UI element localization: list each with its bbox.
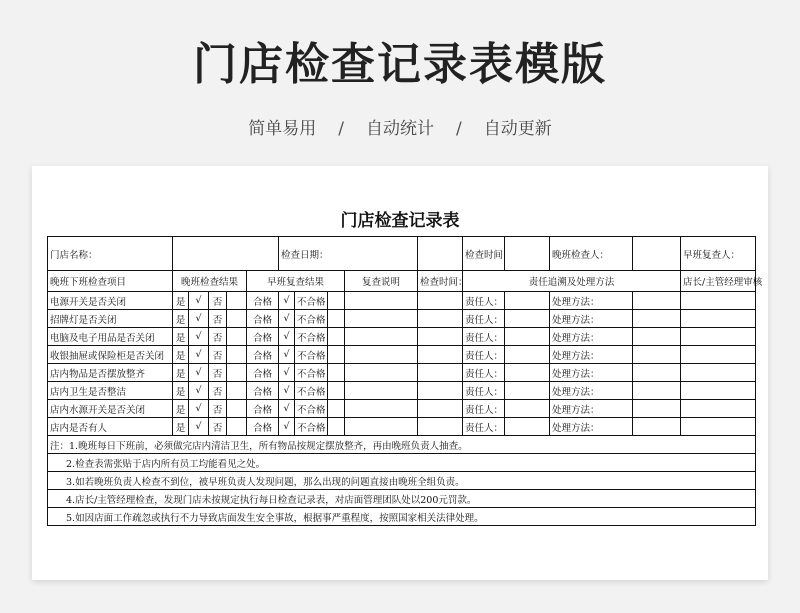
header-morning-result: 早班复查结果	[247, 271, 345, 292]
row-responsible-field[interactable]	[505, 346, 550, 364]
row-review-note[interactable]	[345, 292, 418, 310]
row-review-note[interactable]	[345, 310, 418, 328]
check-time-field[interactable]	[505, 237, 550, 271]
row-manager[interactable]	[681, 292, 756, 310]
row-check-night[interactable]: √	[189, 346, 209, 364]
row-blank-morning[interactable]	[328, 364, 345, 382]
row-item: 电脑及电子用品是否关闭	[48, 328, 173, 346]
row-review-note[interactable]	[345, 400, 418, 418]
row-check-time[interactable]	[418, 418, 463, 436]
row-check-time[interactable]	[418, 328, 463, 346]
row-blank-night[interactable]	[227, 328, 247, 346]
row-item: 店内卫生是否整洁	[48, 382, 173, 400]
note-text: 4.店长/主管经理检查，发现门店未按规定执行每日检查记录表，对店面管理团队处以200元罚款。	[48, 490, 756, 508]
row-yes: 是	[173, 328, 189, 346]
row-method-field[interactable]	[633, 310, 681, 328]
page-title: 门店检查记录表模版	[193, 39, 607, 90]
row-responsible-field[interactable]	[505, 382, 550, 400]
row-check-morning[interactable]: √	[279, 418, 295, 436]
row-check-time[interactable]	[418, 310, 463, 328]
row-responsible-field[interactable]	[505, 400, 550, 418]
row-method: 处理方法：	[550, 382, 633, 400]
note-text: 注：1.晚班每日下班前，必须做完店内清洁卫生，所有物品按规定摆放整齐，再由晚班负责人抽查。	[48, 436, 756, 454]
table-row	[48, 418, 756, 436]
row-check-night[interactable]: √	[189, 328, 209, 346]
row-responsible: 责任人：	[463, 364, 505, 382]
row-method-field[interactable]	[633, 328, 681, 346]
row-yes: 是	[173, 346, 189, 364]
table-row	[48, 400, 756, 418]
row-manager[interactable]	[681, 382, 756, 400]
row-blank-night[interactable]	[227, 292, 247, 310]
feature-tagline	[0, 114, 800, 139]
row-check-night[interactable]: √	[189, 382, 209, 400]
row-item: 收银抽屉或保险柜是否关闭	[48, 346, 173, 364]
row-check-morning[interactable]: √	[279, 400, 295, 418]
row-check-time[interactable]	[418, 364, 463, 382]
row-check-night[interactable]: √	[189, 400, 209, 418]
header-manager: 店长/主管经理审核	[681, 271, 756, 292]
row-blank-night[interactable]	[227, 310, 247, 328]
note-row	[48, 454, 756, 472]
row-review-note[interactable]	[345, 418, 418, 436]
row-check-time[interactable]	[418, 346, 463, 364]
row-fail: 不合格	[295, 382, 328, 400]
row-item: 店内物品是否摆放整齐	[48, 364, 173, 382]
note-row	[48, 508, 756, 526]
row-item: 店内水源开关是否关闭	[48, 400, 173, 418]
row-yes: 是	[173, 364, 189, 382]
row-responsible-field[interactable]	[505, 364, 550, 382]
separator: /	[338, 119, 344, 139]
feature-auto-stat: 自动统计	[366, 119, 434, 139]
header-row	[48, 271, 756, 292]
row-check-night[interactable]: √	[189, 418, 209, 436]
document-preview	[32, 166, 768, 580]
row-responsible-field[interactable]	[505, 310, 550, 328]
row-check-morning[interactable]: √	[279, 292, 295, 310]
row-method-field[interactable]	[633, 346, 681, 364]
row-method: 处理方法：	[550, 400, 633, 418]
row-fail: 不合格	[295, 292, 328, 310]
row-responsible-field[interactable]	[505, 328, 550, 346]
store-name-label: 门店名称：	[48, 237, 173, 271]
row-method: 处理方法：	[550, 310, 633, 328]
row-no: 否	[209, 328, 227, 346]
note-row	[48, 436, 756, 454]
row-responsible-field[interactable]	[505, 418, 550, 436]
row-blank-morning[interactable]	[328, 418, 345, 436]
document-title: 门店检查记录表	[340, 211, 460, 231]
row-pass: 合格	[247, 292, 279, 310]
row-check-time[interactable]	[418, 382, 463, 400]
row-yes: 是	[173, 400, 189, 418]
row-manager[interactable]	[681, 400, 756, 418]
row-manager[interactable]	[681, 328, 756, 346]
check-date-label: 检查日期：	[279, 237, 418, 271]
separator: /	[456, 119, 462, 139]
row-blank-morning[interactable]	[328, 400, 345, 418]
row-pass: 合格	[247, 346, 279, 364]
row-fail: 不合格	[295, 418, 328, 436]
row-item: 招牌灯是否关闭	[48, 310, 173, 328]
row-blank-morning[interactable]	[328, 382, 345, 400]
night-inspector-label: 晚班检查人：	[550, 237, 633, 271]
row-no: 否	[209, 310, 227, 328]
row-review-note[interactable]	[345, 346, 418, 364]
header-night-result: 晚班检查结果	[173, 271, 247, 292]
row-method: 处理方法：	[550, 292, 633, 310]
row-check-time[interactable]	[418, 400, 463, 418]
row-fail: 不合格	[295, 346, 328, 364]
row-check-morning[interactable]: √	[279, 310, 295, 328]
row-item: 电源开关是否关闭	[48, 292, 173, 310]
row-no: 否	[209, 292, 227, 310]
store-name-field[interactable]	[173, 237, 279, 271]
row-method-field[interactable]	[633, 382, 681, 400]
feature-easy: 简单易用	[248, 119, 317, 139]
row-yes: 是	[173, 292, 189, 310]
row-blank-morning[interactable]	[328, 310, 345, 328]
row-blank-morning[interactable]	[328, 346, 345, 364]
row-responsible-field[interactable]	[505, 292, 550, 310]
check-date-field[interactable]	[418, 237, 463, 271]
row-manager[interactable]	[681, 364, 756, 382]
row-fail: 不合格	[295, 400, 328, 418]
table-row	[48, 310, 756, 328]
row-yes: 是	[173, 310, 189, 328]
row-check-morning[interactable]: √	[279, 328, 295, 346]
row-pass: 合格	[247, 310, 279, 328]
table-row	[48, 382, 756, 400]
row-blank-night[interactable]	[227, 400, 247, 418]
row-no: 否	[209, 364, 227, 382]
note-row	[48, 472, 756, 490]
row-method: 处理方法：	[550, 346, 633, 364]
row-review-note[interactable]	[345, 328, 418, 346]
check-time-label: 检查时间	[463, 237, 505, 271]
row-method-field[interactable]	[633, 292, 681, 310]
row-item: 店内是否有人	[48, 418, 173, 436]
table-row	[48, 346, 756, 364]
row-blank-morning[interactable]	[328, 328, 345, 346]
row-responsible: 责任人：	[463, 400, 505, 418]
row-blank-night[interactable]	[227, 418, 247, 436]
note-text: 5.如因店面工作疏忽或执行不力导致店面发生安全事故，根据事严重程度，按照国家相关法律处理。	[48, 508, 756, 526]
row-responsible: 责任人：	[463, 292, 505, 310]
header-check-time: 检查时间：	[418, 271, 463, 292]
row-review-note[interactable]	[345, 364, 418, 382]
row-method-field[interactable]	[633, 364, 681, 382]
note-row	[48, 490, 756, 508]
header-review-note: 复查说明	[345, 271, 418, 292]
note-text: 3.如若晚班负责人检查不到位，被早班负责人发现问题，那么出现的问题直接由晚班全组负责。	[48, 472, 756, 490]
row-pass: 合格	[247, 364, 279, 382]
row-blank-morning[interactable]	[328, 292, 345, 310]
row-method-field[interactable]	[633, 400, 681, 418]
morning-reviewer-label: 早班复查人：	[681, 237, 756, 271]
table-row	[48, 328, 756, 346]
row-pass: 合格	[247, 418, 279, 436]
row-no: 否	[209, 382, 227, 400]
row-pass: 合格	[247, 400, 279, 418]
row-blank-night[interactable]	[227, 364, 247, 382]
row-manager[interactable]	[681, 418, 756, 436]
row-responsible: 责任人：	[463, 310, 505, 328]
row-fail: 不合格	[295, 328, 328, 346]
row-check-night[interactable]: √	[189, 292, 209, 310]
row-no: 否	[209, 400, 227, 418]
row-check-morning[interactable]: √	[279, 382, 295, 400]
table-row	[48, 364, 756, 382]
row-no: 否	[209, 418, 227, 436]
note-text: 2.检查表需张贴于店内所有员工均能看见之处。	[48, 454, 756, 472]
inspection-table	[47, 236, 763, 526]
row-responsible: 责任人：	[463, 382, 505, 400]
row-manager[interactable]	[681, 346, 756, 364]
info-row	[48, 237, 756, 271]
row-responsible: 责任人：	[463, 346, 505, 364]
row-method-field[interactable]	[633, 418, 681, 436]
row-yes: 是	[173, 418, 189, 436]
row-blank-night[interactable]	[227, 382, 247, 400]
row-yes: 是	[173, 382, 189, 400]
row-fail: 不合格	[295, 364, 328, 382]
row-fail: 不合格	[295, 310, 328, 328]
row-no: 否	[209, 346, 227, 364]
row-pass: 合格	[247, 328, 279, 346]
row-responsible: 责任人：	[463, 328, 505, 346]
row-check-night[interactable]: √	[189, 364, 209, 382]
row-method: 处理方法：	[550, 418, 633, 436]
row-responsible: 责任人：	[463, 418, 505, 436]
row-check-night[interactable]: √	[189, 310, 209, 328]
row-manager[interactable]	[681, 310, 756, 328]
row-pass: 合格	[247, 382, 279, 400]
row-method: 处理方法：	[550, 364, 633, 382]
row-review-note[interactable]	[345, 382, 418, 400]
night-inspector-field[interactable]	[633, 237, 681, 271]
row-check-time[interactable]	[418, 292, 463, 310]
table-row	[48, 292, 756, 310]
row-blank-night[interactable]	[227, 346, 247, 364]
feature-auto-update: 自动更新	[483, 119, 552, 139]
header-trace: 责任追溯及处理方法	[463, 271, 681, 292]
row-check-morning[interactable]: √	[279, 346, 295, 364]
header-item: 晚班下班检查项目	[48, 271, 173, 292]
row-method: 处理方法：	[550, 328, 633, 346]
row-check-morning[interactable]: √	[279, 364, 295, 382]
